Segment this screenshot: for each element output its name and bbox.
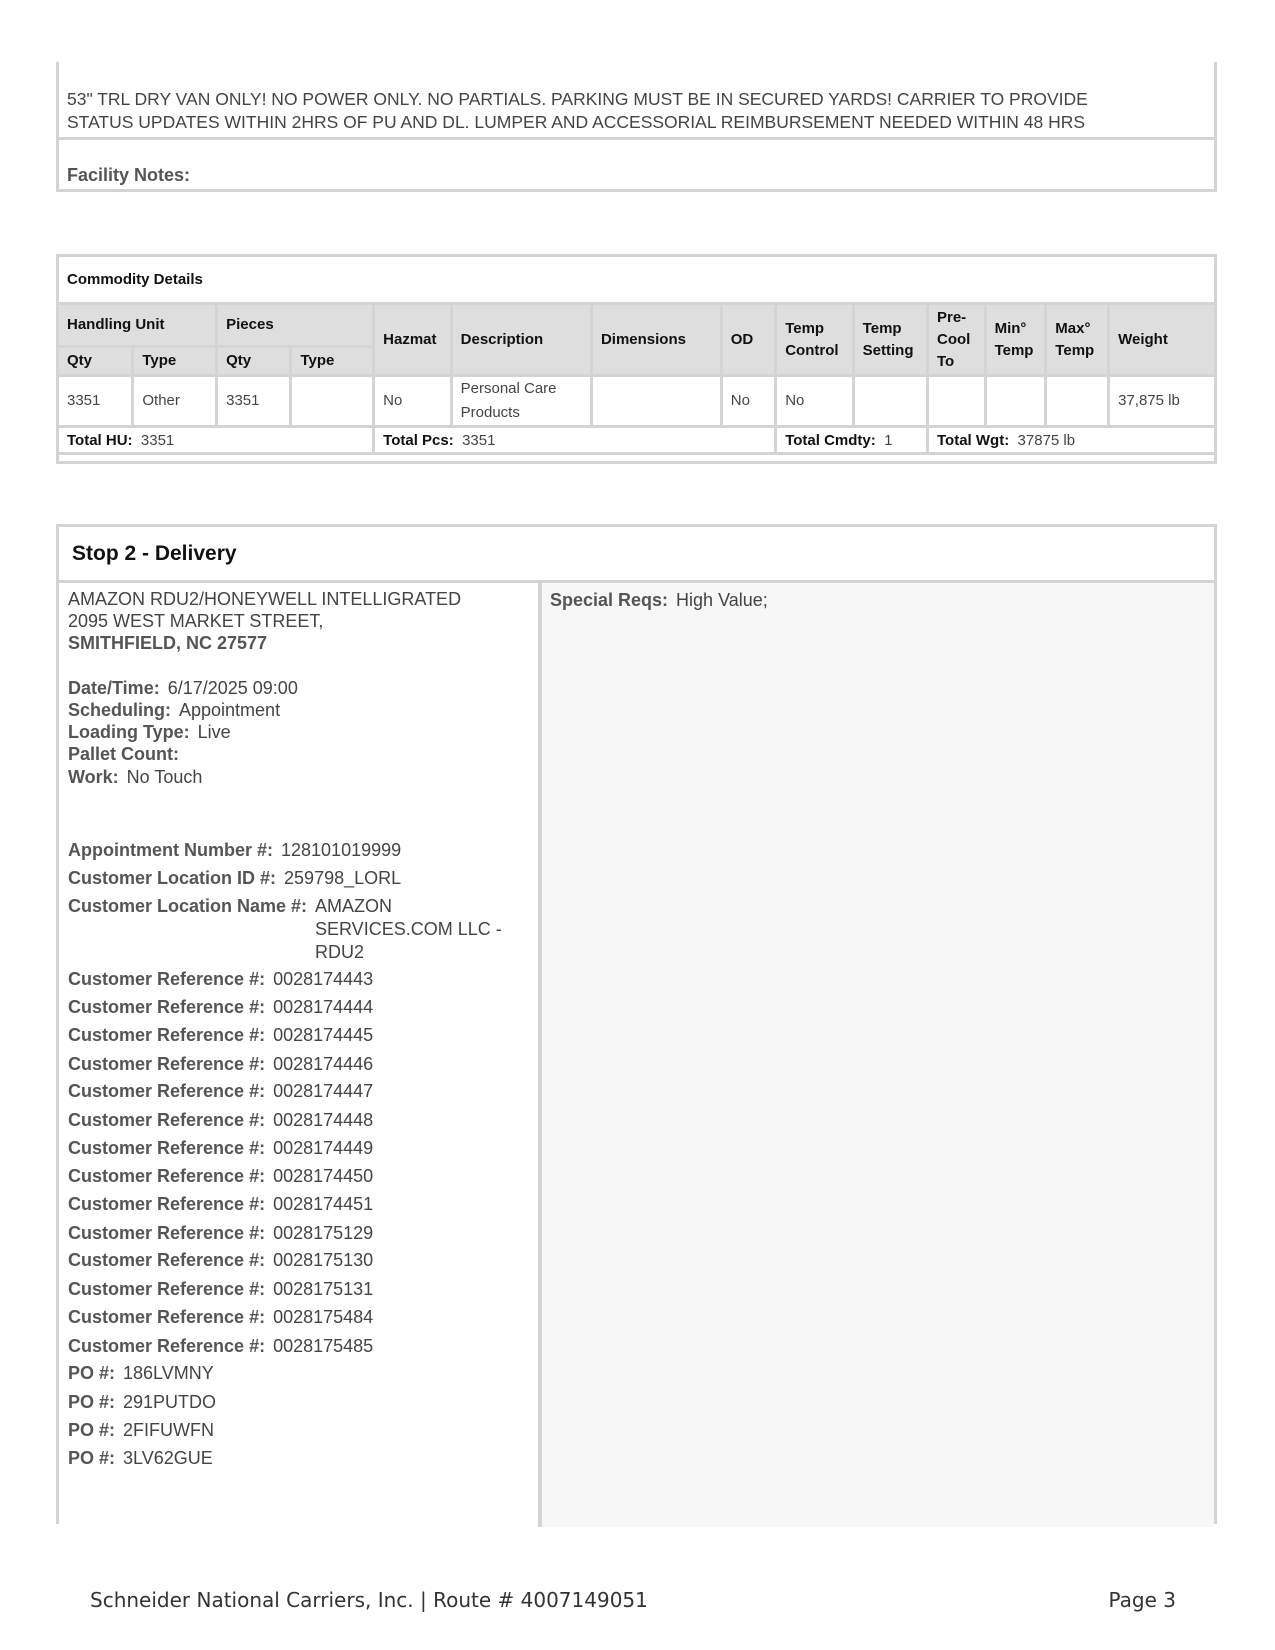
reference-label: Customer Reference #:	[68, 1054, 266, 1074]
special-reqs-label: Special Reqs:	[550, 590, 669, 610]
location-id-row	[68, 867, 401, 890]
header-description: Description	[451, 304, 591, 376]
work-row	[68, 766, 202, 789]
reference-label: Customer Reference #:	[68, 1223, 266, 1243]
appointment-label: Appointment Number #:	[68, 840, 273, 860]
header-hu-type: Type	[133, 347, 217, 376]
reference-row	[68, 968, 373, 991]
header-text: Temp	[862, 319, 902, 337]
stop-header	[59, 527, 1214, 583]
reference-row	[68, 1306, 373, 1329]
header-min-temp	[985, 304, 1046, 376]
table-row	[58, 376, 1216, 427]
reference-value: 0028175485	[273, 1336, 374, 1356]
header-text: Setting	[862, 341, 914, 359]
header-text: Pre-	[937, 308, 967, 326]
cell-hu-qty: 3351	[58, 376, 133, 427]
address-city: SMITHFIELD, NC 27577	[68, 633, 268, 653]
appointment-value: 128101019999	[281, 840, 402, 860]
header-precool	[928, 304, 986, 376]
stop-details	[59, 583, 538, 1527]
total-pcs-label: Total Pcs:	[383, 431, 454, 449]
header-temp-control	[776, 304, 853, 376]
po-label: PO #:	[68, 1363, 116, 1383]
cell-od: No	[721, 376, 775, 427]
address-line: AMAZON RDU2/HONEYWELL INTELLIGRATED	[68, 589, 462, 609]
header-text: Control	[785, 341, 839, 359]
header-text: Max°	[1055, 319, 1091, 337]
cell-temp-setting	[853, 376, 927, 427]
cell-temp-control: No	[776, 376, 853, 427]
cell-precool	[928, 376, 986, 427]
total-pcs-value: 3351	[462, 431, 496, 449]
po-value: 186LVMNY	[123, 1363, 214, 1383]
po-row	[68, 1391, 216, 1414]
header-text: Temp	[994, 341, 1034, 359]
po-value: 291PUTDO	[123, 1392, 217, 1412]
reference-label: Customer Reference #:	[68, 1166, 266, 1186]
reference-value: 0028174444	[273, 997, 374, 1017]
header-dimensions: Dimensions	[591, 304, 721, 376]
location-id-label: Customer Location ID #:	[68, 868, 277, 888]
reference-value: 0028175131	[273, 1279, 374, 1299]
header-pc-type: Type	[291, 347, 374, 376]
datetime-row	[68, 677, 298, 700]
special-requirements-panel	[542, 583, 1214, 1527]
appointment-row	[68, 839, 401, 862]
address-line: 2095 WEST MARKET STREET,	[68, 611, 324, 631]
facility-notes-label: Facility Notes:	[67, 165, 191, 185]
reference-row	[68, 1278, 373, 1301]
work-value: No Touch	[126, 767, 203, 787]
reference-row	[68, 996, 373, 1019]
reference-label: Customer Reference #:	[68, 969, 266, 989]
po-label: PO #:	[68, 1392, 116, 1412]
header-handling-unit: Handling Unit	[58, 304, 217, 347]
location-name-line: RDU2	[315, 942, 365, 962]
totals-row	[58, 427, 1216, 454]
po-row	[68, 1362, 214, 1385]
reference-value: 0028175129	[273, 1223, 374, 1243]
reference-label: Customer Reference #:	[68, 1110, 266, 1130]
loading-label: Loading Type:	[68, 722, 190, 742]
reference-label: Customer Reference #:	[68, 1336, 266, 1356]
header-hu-qty: Qty	[58, 347, 133, 376]
reference-row	[68, 1109, 373, 1132]
reference-value: 0028174447	[273, 1081, 374, 1101]
reference-value: 0028174450	[273, 1166, 374, 1186]
location-name-line: SERVICES.COM LLC -	[315, 919, 502, 939]
po-value: 2FIFUWFN	[123, 1420, 214, 1440]
scheduling-row	[68, 699, 280, 722]
reference-row	[68, 1165, 373, 1188]
reference-label: Customer Reference #:	[68, 1081, 266, 1101]
datetime-value: 6/17/2025 09:00	[167, 678, 298, 698]
header-text: Min°	[994, 319, 1027, 337]
reference-row	[68, 1024, 373, 1047]
load-notes-section	[56, 62, 1217, 192]
total-wgt	[928, 427, 1216, 454]
total-cmdty	[776, 427, 928, 454]
cell-hazmat: No	[374, 376, 451, 427]
po-row	[68, 1447, 213, 1470]
description-text: Products	[460, 404, 520, 421]
divider	[59, 137, 1214, 140]
reference-row	[68, 1335, 373, 1358]
total-hu	[58, 427, 374, 454]
reference-label: Customer Reference #:	[68, 1250, 266, 1270]
location-name-line: AMAZON	[315, 896, 393, 916]
special-reqs-value: High Value;	[676, 590, 768, 610]
total-hu-value: 3351	[140, 431, 175, 449]
header-max-temp	[1046, 304, 1109, 376]
header-pc-qty: Qty	[217, 347, 291, 376]
reference-label: Customer Reference #:	[68, 1279, 266, 1299]
datetime-label: Date/Time:	[68, 678, 160, 698]
cell-description	[451, 376, 591, 427]
reference-value: 0028175484	[273, 1307, 374, 1327]
total-cmdty-value: 1	[884, 431, 893, 449]
reference-value: 0028174446	[273, 1054, 374, 1074]
reference-value: 0028175130	[273, 1250, 374, 1270]
loading-row	[68, 721, 231, 744]
total-hu-label: Total HU:	[67, 431, 133, 449]
reference-row	[68, 1222, 373, 1245]
po-value: 3LV62GUE	[123, 1448, 213, 1468]
special-reqs-row	[550, 590, 768, 611]
stop-title: Stop 2 - Delivery	[72, 542, 237, 565]
location-name-value	[315, 895, 525, 964]
header-text: Temp	[1055, 341, 1095, 359]
header-text: Temp	[785, 319, 825, 337]
reference-row	[68, 1137, 373, 1160]
cell-weight: 37,875 lb	[1109, 376, 1216, 427]
cell-dimensions	[591, 376, 721, 427]
pallet-label: Pallet Count:	[68, 744, 179, 764]
stop-section	[56, 524, 1217, 1524]
header-text: Cool	[937, 330, 971, 348]
total-wgt-value: 37875 lb	[1017, 431, 1076, 449]
description-text: Personal Care	[460, 380, 557, 397]
scheduling-label: Scheduling:	[68, 700, 171, 720]
header-od: OD	[721, 304, 775, 376]
total-wgt-label: Total Wgt:	[937, 431, 1010, 449]
reference-row	[68, 1193, 373, 1216]
reference-row	[68, 1249, 373, 1272]
header-hazmat: Hazmat	[374, 304, 451, 376]
reference-row	[68, 1080, 373, 1103]
commodity-details-section	[56, 254, 1217, 464]
cell-hu-type: Other	[133, 376, 217, 427]
po-row	[68, 1419, 214, 1442]
load-notes-line: STATUS UPDATES WITHIN 2HRS OF PU AND DL. LUMPER AND ACCESSORIAL REIMBURSEMENT NEEDED WITHIN 48 HRS	[67, 112, 1086, 132]
commodity-table	[56, 302, 1217, 455]
location-id-value: 259798_LORL	[284, 868, 402, 888]
load-notes-text	[67, 88, 1207, 134]
work-label: Work:	[68, 767, 119, 787]
reference-value: 0028174445	[273, 1025, 374, 1045]
reference-value: 0028174448	[273, 1110, 374, 1130]
header-weight: Weight	[1109, 304, 1216, 376]
footer-page-number: Page 3	[1108, 1588, 1176, 1612]
po-label: PO #:	[68, 1448, 116, 1468]
cell-min-temp	[985, 376, 1046, 427]
scheduling-value: Appointment	[179, 700, 281, 720]
location-name-label: Customer Location Name #:	[68, 896, 308, 916]
footer-company-route: Schneider National Carriers, Inc. | Route # 4007149051	[90, 1588, 648, 1612]
total-pcs	[374, 427, 776, 454]
pallet-row	[68, 743, 187, 766]
reference-label: Customer Reference #:	[68, 1194, 266, 1214]
header-temp-setting	[853, 304, 927, 376]
cell-max-temp	[1046, 376, 1109, 427]
load-notes-line: 53" TRL DRY VAN ONLY! NO POWER ONLY. NO PARTIALS. PARKING MUST BE IN SECURED YARDS! CARRIER TO PROVIDE	[67, 89, 1088, 109]
total-cmdty-label: Total Cmdty:	[785, 431, 876, 449]
reference-label: Customer Reference #:	[68, 1138, 266, 1158]
cell-pc-qty: 3351	[217, 376, 291, 427]
commodity-details-title: Commodity Details	[67, 271, 203, 288]
reference-value: 0028174449	[273, 1138, 374, 1158]
reference-value: 0028174443	[273, 969, 374, 989]
reference-value: 0028174451	[273, 1194, 374, 1214]
header-text: To	[937, 352, 955, 370]
reference-row	[68, 1053, 373, 1076]
loading-value: Live	[197, 722, 231, 742]
cell-pc-type	[291, 376, 374, 427]
po-label: PO #:	[68, 1420, 116, 1440]
reference-label: Customer Reference #:	[68, 1025, 266, 1045]
reference-label: Customer Reference #:	[68, 1307, 266, 1327]
reference-label: Customer Reference #:	[68, 997, 266, 1017]
header-pieces: Pieces	[217, 304, 374, 347]
